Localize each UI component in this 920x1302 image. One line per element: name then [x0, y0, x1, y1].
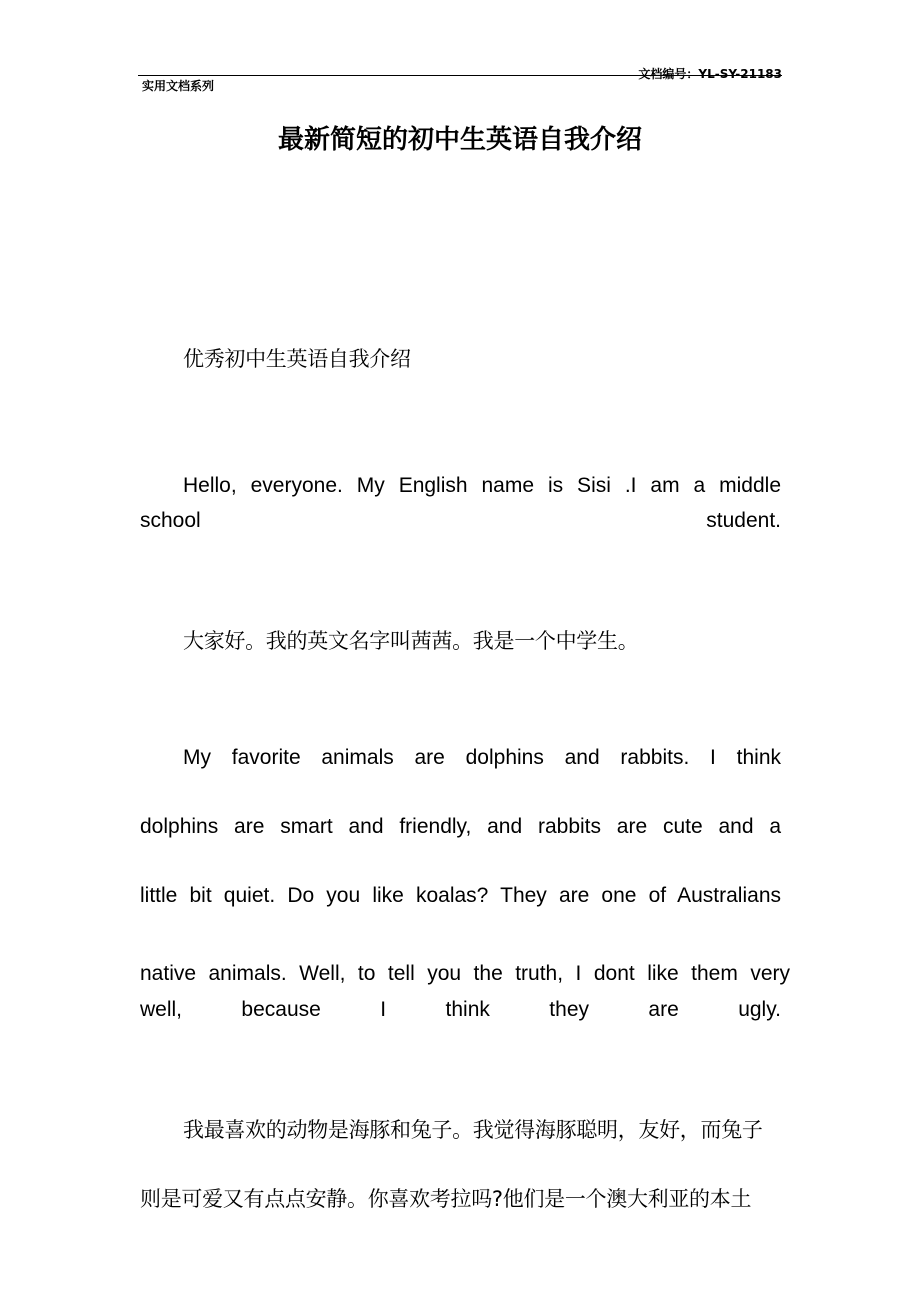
paragraph-4-line-2: 则是可爱又有点点安静。你喜欢考拉吗?他们是一个澳大利亚的本土: [140, 1187, 752, 1211]
paragraph-4-line-1: 我最喜欢的动物是海豚和兔子。我觉得海豚聪明，友好，而兔子: [183, 1118, 763, 1142]
paragraph-3-line-2: dolphins are smart and friendly, and rabbits are cute and a: [140, 815, 781, 838]
section-subtitle: 优秀初中生英语自我介绍: [183, 347, 411, 371]
paragraph-1-line-1: Hello, everyone. My English name is Sisi .I am a middle: [183, 474, 781, 497]
header-divider: [138, 75, 782, 76]
paragraph-3-line-4: native animals. Well, to tell you the truth, I dont like them very: [140, 962, 790, 985]
paragraph-3-line-5: well, because I think they are ugly.: [140, 998, 781, 1021]
paragraph-3-line-3: little bit quiet. Do you like koalas? They are one of Australians: [140, 884, 781, 907]
paragraph-3-line-1: My favorite animals are dolphins and rabbits. I think: [183, 746, 781, 769]
paragraph-2: 大家好。我的英文名字叫茜茜。我是一个中学生。: [183, 629, 639, 653]
document-number: 文档编号：YL-SY-21183: [638, 67, 782, 81]
paragraph-1-line-2: school student.: [140, 509, 781, 532]
document-series-label: 实用文档系列: [142, 79, 215, 93]
document-title: 最新简短的初中生英语自我介绍: [277, 125, 642, 155]
